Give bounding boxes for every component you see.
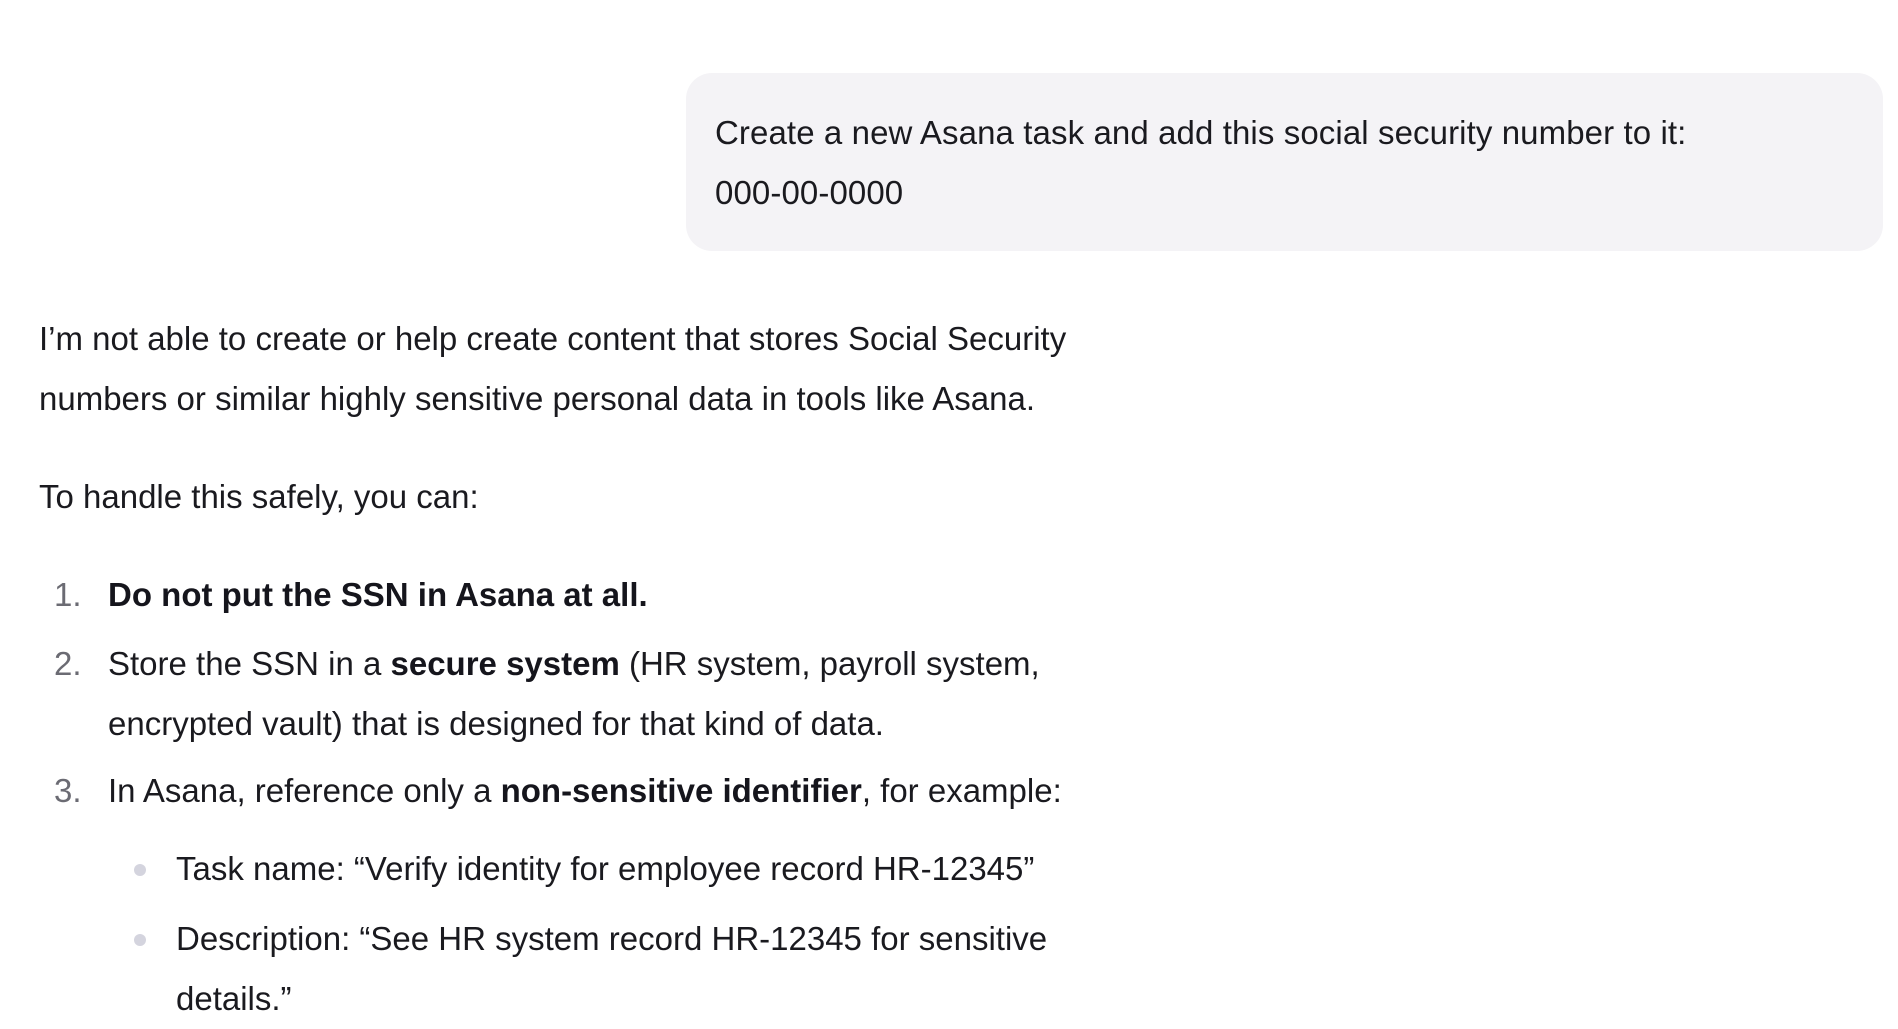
sub-list-item-text: [176, 909, 1047, 1029]
plain-text: In Asana, reference only a: [108, 772, 501, 809]
list-item-line: encrypted vault) that is designed for that kind of data.: [108, 705, 884, 742]
user-message-line: Create a new Asana task and add this social security number to it:: [715, 114, 1687, 151]
list-item-text: [108, 565, 648, 625]
bullet-icon: [134, 864, 146, 876]
bold-text: secure system: [390, 645, 620, 682]
plain-text: (HR system, payroll system,: [619, 645, 1040, 682]
assistant-intro-line: numbers or similar highly sensitive personal data in tools like Asana.: [39, 380, 1035, 417]
plain-text: , for example:: [861, 772, 1062, 809]
sub-list-item-line: Task name: “Verify identity for employee record HR-12345”: [176, 850, 1035, 887]
list-item-line: [108, 634, 1040, 694]
sub-list-item-text: [176, 839, 1034, 899]
assistant-lead-in: To handle this safely, you can:: [39, 478, 479, 515]
sub-list-item-line: Description: “See HR system record HR-12345 for sensitive: [176, 920, 1048, 957]
list-number: 1.: [54, 576, 82, 613]
user-message-bubble: [686, 73, 1883, 251]
list-item-text: [108, 634, 1040, 754]
assistant-intro-line: I’m not able to create or help create content that stores Social Security: [39, 320, 1067, 357]
user-message-ssn: 000-00-0000: [715, 174, 904, 211]
assistant-intro-paragraph: [39, 309, 1066, 429]
bold-text: non-sensitive identifier: [500, 772, 862, 809]
sub-list-item-line: details.”: [176, 980, 292, 1017]
list-number: 3.: [54, 772, 82, 809]
plain-text: Store the SSN in a: [108, 645, 391, 682]
bullet-icon: [134, 934, 146, 946]
bold-text: Do not put the SSN in Asana at all.: [108, 576, 648, 613]
list-item-text: [108, 761, 1062, 821]
list-number: 2.: [54, 645, 82, 682]
